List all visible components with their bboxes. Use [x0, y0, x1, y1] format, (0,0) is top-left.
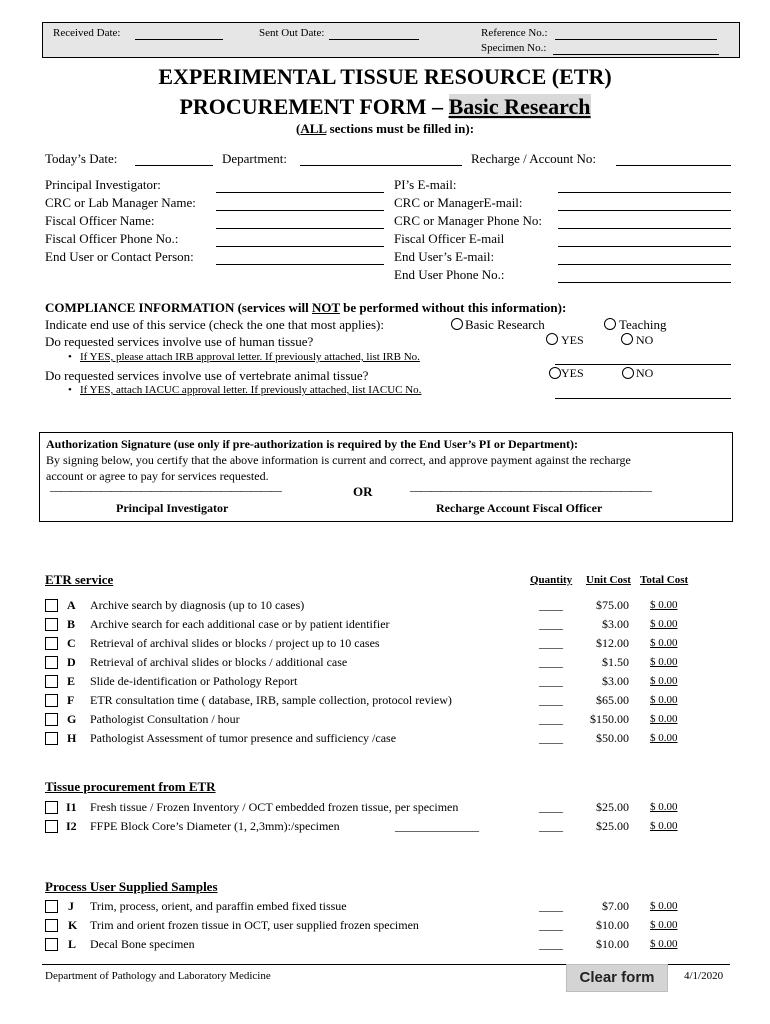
- service-a-unit-cost: $75.00: [596, 598, 629, 612]
- service-a-quantity[interactable]: ____: [539, 598, 563, 612]
- service-k-desc: Trim and orient frozen tissue in OCT, user supplied frozen specimen: [90, 918, 419, 932]
- service-b-desc: Archive search for each additional case or by patient identifier: [90, 617, 390, 631]
- animal-yes-radio[interactable]: [549, 367, 561, 379]
- irb-note: If YES, please attach IRB approval letter. If previously attached, list IRB No.: [80, 351, 420, 363]
- crc-phone-field[interactable]: [558, 228, 731, 229]
- end-user-phone-label: End User Phone No.:: [394, 267, 505, 282]
- service-a-total: $ 0.00: [650, 599, 678, 611]
- specimen-no-field[interactable]: [553, 54, 719, 55]
- fiscal-signature-label: Recharge Account Fiscal Officer: [436, 501, 603, 515]
- human-yes-radio[interactable]: [546, 333, 558, 345]
- fiscal-officer-name-label: Fiscal Officer Name:: [45, 213, 155, 228]
- service-l-total: $ 0.00: [650, 938, 678, 950]
- service-g-checkbox[interactable]: [45, 713, 58, 726]
- service-d-quantity[interactable]: ____: [539, 655, 563, 669]
- authorization-box: [39, 432, 733, 522]
- form-title-line2: [0, 94, 770, 120]
- fiscal-signature-line[interactable]: ————————————————————————: [410, 483, 650, 497]
- form-title-line1: EXPERIMENTAL TISSUE RESOURCE (ETR): [158, 64, 612, 89]
- teaching-label: Teaching: [619, 317, 667, 332]
- service-g-letter: G: [67, 712, 77, 726]
- service-k-total: $ 0.00: [650, 919, 678, 931]
- core-diameter-field[interactable]: ______________: [395, 819, 479, 833]
- human-no-radio[interactable]: [621, 333, 633, 345]
- basic-research-radio[interactable]: [451, 318, 463, 330]
- department-label: Department:: [222, 151, 287, 166]
- teaching-radio[interactable]: [604, 318, 616, 330]
- service-l-letter: L: [68, 937, 77, 951]
- service-g-quantity[interactable]: ____: [539, 712, 563, 726]
- service-a-desc: Archive search by diagnosis (up to 10 cases): [90, 598, 305, 612]
- service-c-unit-cost: $12.00: [596, 636, 629, 650]
- human-tissue-question: Do requested services involve use of human tissue?: [45, 334, 314, 349]
- service-c-total: $ 0.00: [650, 637, 678, 649]
- service-g-unit-cost: $150.00: [590, 712, 629, 726]
- service-c-letter: C: [67, 636, 76, 650]
- service-a-checkbox[interactable]: [45, 599, 58, 612]
- irb-note-bullet: •: [68, 351, 72, 363]
- clear-form-button[interactable]: Clear form: [566, 964, 668, 992]
- specimen-no-label: Specimen No.:: [481, 42, 547, 54]
- service-h-desc: Pathologist Assessment of tumor presence and sufficiency /case: [90, 731, 397, 745]
- reference-no-field[interactable]: [555, 39, 717, 40]
- footer-date: 4/1/2020: [684, 970, 724, 982]
- service-d-total: $ 0.00: [650, 656, 678, 668]
- etr-service-heading: ETR service: [45, 572, 114, 587]
- service-e-letter: E: [67, 674, 76, 688]
- service-d-unit-cost: $1.50: [602, 655, 629, 669]
- compliance-heading-b: be performed without this information):: [339, 300, 567, 315]
- received-date-label: Received Date:: [53, 27, 121, 39]
- service-b-total: $ 0.00: [650, 618, 678, 630]
- service-e-desc: Slide de-identification or Pathology Report: [90, 674, 298, 688]
- pi-signature-line[interactable]: ———————————————————————: [50, 483, 280, 497]
- crc-email-label: CRC or ManagerE-mail:: [394, 195, 523, 210]
- service-l-quantity[interactable]: ____: [539, 937, 563, 951]
- pi-field[interactable]: [216, 192, 384, 193]
- service-l-unit-cost: $10.00: [596, 937, 629, 951]
- service-i1-desc: Fresh tissue / Frozen Inventory / OCT embedded frozen tissue, per specimen: [90, 800, 459, 814]
- animal-tissue-question: Do requested services involve use of vertebrate animal tissue?: [45, 368, 369, 383]
- authorization-heading: Authorization Signature (use only if pre-authorization is required by the End User’s PI or Department):: [46, 437, 578, 451]
- service-h-quantity[interactable]: ____: [539, 731, 563, 745]
- fiscal-officer-phone-label: Fiscal Officer Phone No.:: [45, 231, 179, 246]
- service-i2-checkbox[interactable]: [45, 820, 58, 833]
- service-j-checkbox[interactable]: [45, 900, 58, 913]
- sent-out-date-label: Sent Out Date:: [259, 27, 325, 39]
- todays-date-label: Today’s Date:: [45, 151, 118, 166]
- service-f-quantity[interactable]: ____: [539, 693, 563, 707]
- service-d-desc: Retrieval of archival slides or blocks / additional case: [90, 655, 348, 669]
- basic-research-label: Basic Research: [465, 317, 545, 332]
- service-f-desc: ETR consultation time ( database, IRB, sample collection, protocol review): [90, 693, 452, 707]
- service-c-desc: Retrieval of archival slides or blocks / project up to 10 cases: [90, 636, 380, 650]
- service-g-desc: Pathologist Consultation / hour: [90, 712, 240, 726]
- note-rest: sections must be filled in):: [326, 121, 475, 136]
- iacuc-note-bullet: •: [68, 384, 72, 396]
- service-j-total: $ 0.00: [650, 900, 678, 912]
- service-c-quantity[interactable]: ____: [539, 636, 563, 650]
- human-no-label: NO: [636, 333, 654, 347]
- service-d-letter: D: [67, 655, 76, 669]
- service-a-letter: A: [67, 598, 76, 612]
- compliance-heading-a: COMPLIANCE INFORMATION (services will: [45, 300, 312, 315]
- fiscal-officer-name-field[interactable]: [216, 228, 384, 229]
- end-user-field[interactable]: [216, 264, 384, 265]
- recharge-field[interactable]: [616, 165, 731, 166]
- crc-email-field[interactable]: [558, 210, 731, 211]
- service-h-checkbox[interactable]: [45, 732, 58, 745]
- service-f-total: $ 0.00: [650, 694, 678, 706]
- service-i2-desc: FFPE Block Core’s Diameter (1, 2,3mm):/specimen: [90, 819, 340, 833]
- sent-out-date-field[interactable]: [329, 39, 419, 40]
- service-h-letter: H: [67, 731, 77, 745]
- service-e-unit-cost: $3.00: [602, 674, 629, 688]
- irb-number-field[interactable]: [555, 364, 731, 365]
- service-j-quantity[interactable]: ____: [539, 899, 563, 913]
- office-use-header: [42, 22, 740, 58]
- quantity-column-header: Quantity: [530, 574, 573, 586]
- service-i2-letter: I2: [66, 819, 77, 833]
- service-c-checkbox[interactable]: [45, 637, 58, 650]
- pi-email-label: PI’s E-mail:: [394, 177, 457, 192]
- human-yes-label: YES: [561, 333, 584, 347]
- service-l-checkbox[interactable]: [45, 938, 58, 951]
- all-sections-note: [0, 121, 770, 137]
- received-date-field[interactable]: [135, 39, 223, 40]
- iacuc-note: If YES, attach IACUC approval letter. If previously attached, list IACUC No.: [80, 384, 422, 396]
- service-f-checkbox[interactable]: [45, 694, 58, 707]
- crc-name-label: CRC or Lab Manager Name:: [45, 195, 196, 210]
- animal-yes-label: YES: [561, 366, 584, 380]
- form-title-highlight: Basic Research: [448, 94, 591, 119]
- service-i2-total: $ 0.00: [650, 820, 678, 832]
- crc-phone-label: CRC or Manager Phone No:: [394, 213, 543, 228]
- department-field[interactable]: [300, 165, 462, 166]
- service-f-letter: F: [67, 693, 75, 707]
- service-k-unit-cost: $10.00: [596, 918, 629, 932]
- recharge-label: Recharge / Account No:: [471, 151, 597, 166]
- service-j-unit-cost: $7.00: [602, 899, 629, 913]
- service-i2-quantity[interactable]: ____: [539, 819, 563, 833]
- iacuc-number-field[interactable]: [555, 398, 731, 399]
- service-f-unit-cost: $65.00: [596, 693, 629, 707]
- fiscal-officer-email-label: Fiscal Officer E-mail: [394, 231, 505, 246]
- end-user-phone-field[interactable]: [558, 282, 731, 283]
- service-j-desc: Trim, process, orient, and paraffin embed fixed tissue: [90, 899, 347, 913]
- total-cost-column-header: Total Cost: [640, 574, 689, 586]
- service-k-letter: K: [68, 918, 78, 932]
- service-k-checkbox[interactable]: [45, 919, 58, 932]
- service-i1-unit-cost: $25.00: [596, 800, 629, 814]
- service-i1-quantity[interactable]: ____: [539, 800, 563, 814]
- end-use-question: Indicate end use of this service (check the one that most applies):: [45, 317, 384, 332]
- reference-no-label: Reference No.:: [481, 27, 548, 39]
- note-all: ALL: [300, 121, 327, 136]
- service-j-letter: J: [68, 899, 74, 913]
- footer-department: Department of Pathology and Laboratory Medicine: [45, 970, 271, 982]
- authorization-body-2: account or agree to pay for services requested.: [46, 469, 269, 483]
- service-b-unit-cost: $3.00: [602, 617, 629, 631]
- fiscal-officer-phone-field[interactable]: [216, 246, 384, 247]
- unit-cost-column-header: Unit Cost: [586, 574, 631, 586]
- service-b-letter: B: [67, 617, 76, 631]
- service-h-unit-cost: $50.00: [596, 731, 629, 745]
- end-user-email-label: End User’s E-mail:: [394, 249, 495, 264]
- service-i1-letter: I1: [66, 800, 77, 814]
- todays-date-field[interactable]: [135, 165, 213, 166]
- authorization-body-1: By signing below, you certify that the above information is current and correct, and approve payment against the recharge: [46, 453, 631, 467]
- service-g-total: $ 0.00: [650, 713, 678, 725]
- service-h-total: $ 0.00: [650, 732, 678, 744]
- service-i1-total: $ 0.00: [650, 801, 678, 813]
- or-label: OR: [353, 484, 373, 499]
- service-b-checkbox[interactable]: [45, 618, 58, 631]
- animal-no-radio[interactable]: [622, 367, 634, 379]
- service-b-quantity[interactable]: ____: [539, 617, 563, 631]
- service-d-checkbox[interactable]: [45, 656, 58, 669]
- note-open: (: [295, 121, 301, 136]
- service-e-total: $ 0.00: [650, 675, 678, 687]
- fiscal-officer-email-field[interactable]: [558, 246, 731, 247]
- service-e-checkbox[interactable]: [45, 675, 58, 688]
- service-i1-checkbox[interactable]: [45, 801, 58, 814]
- end-user-label: End User or Contact Person:: [45, 249, 194, 264]
- service-l-desc: Decal Bone specimen: [90, 937, 195, 951]
- animal-no-label: NO: [636, 366, 654, 380]
- tissue-procurement-heading: Tissue procurement from ETR: [45, 779, 216, 794]
- pi-signature-label: Principal Investigator: [116, 501, 229, 515]
- service-k-quantity[interactable]: ____: [539, 918, 563, 932]
- end-user-email-field[interactable]: [558, 264, 731, 265]
- service-i2-unit-cost: $25.00: [596, 819, 629, 833]
- compliance-heading: [45, 300, 566, 316]
- process-samples-heading: Process User Supplied Samples: [45, 879, 218, 894]
- pi-label: Principal Investigator:: [45, 177, 161, 192]
- compliance-heading-not: NOT: [311, 300, 340, 315]
- service-e-quantity[interactable]: ____: [539, 674, 563, 688]
- pi-email-field[interactable]: [558, 192, 731, 193]
- form-title-prefix: PROCUREMENT FORM –: [179, 94, 449, 119]
- crc-name-field[interactable]: [216, 210, 384, 211]
